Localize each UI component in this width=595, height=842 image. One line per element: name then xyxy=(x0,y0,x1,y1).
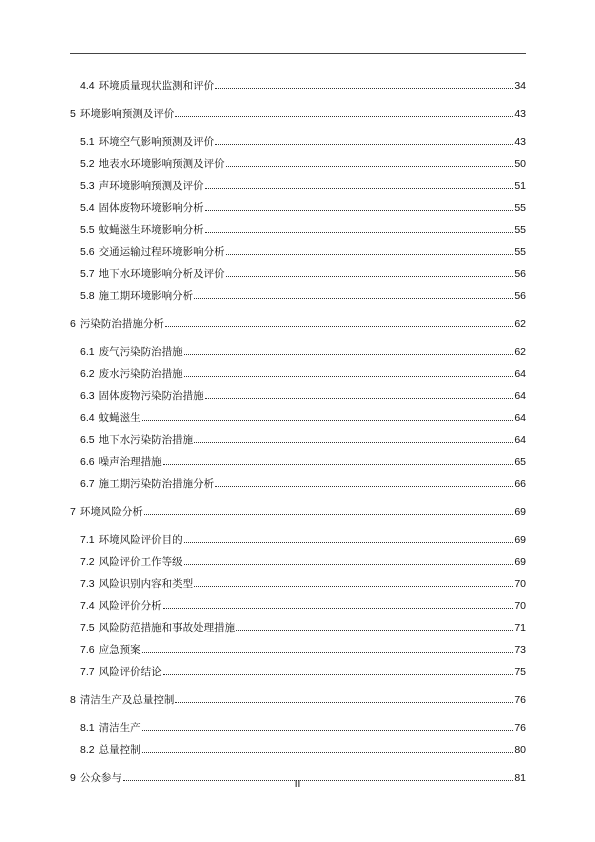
toc-leader-dots xyxy=(144,514,513,515)
toc-entry-title: 环境风险评价目的 xyxy=(98,534,183,546)
toc-entry-number: 7.7 xyxy=(80,666,95,678)
toc-entry-number: 5.7 xyxy=(80,268,95,280)
toc-entry-number: 6.1 xyxy=(80,346,95,358)
toc-entry-label xyxy=(80,136,214,148)
toc-entry-page: 43 xyxy=(514,136,526,148)
toc-entry-label xyxy=(80,478,214,490)
toc-leader-dots xyxy=(215,486,513,487)
toc-entry-label xyxy=(80,224,204,236)
toc-leader-dots xyxy=(142,730,514,731)
toc-entry-label xyxy=(80,246,225,258)
toc-entry-label xyxy=(80,622,235,634)
toc-entry-number: 6.7 xyxy=(80,478,95,490)
toc-entry-label xyxy=(70,318,164,330)
toc-entry-number: 7.1 xyxy=(80,534,95,546)
toc-entry-title: 固体废物环境影响分析 xyxy=(98,202,204,214)
toc-entry-label xyxy=(70,108,174,120)
toc-entry-title: 风险评价分析 xyxy=(98,600,162,612)
toc-leader-dots xyxy=(184,376,514,377)
toc-entry-page: 66 xyxy=(514,478,526,490)
toc-entry-title: 清洁生产及总量控制 xyxy=(79,694,175,706)
toc-leader-dots xyxy=(163,464,514,465)
toc-entry[interactable] xyxy=(70,366,526,380)
toc-entry-label xyxy=(80,80,214,92)
toc-entry[interactable] xyxy=(70,454,526,468)
toc-entry-title: 环境质量现状监测和评价 xyxy=(98,80,215,92)
toc-entry-title: 地下水环境影响分析及评价 xyxy=(98,268,225,280)
toc-entry-page: 62 xyxy=(514,318,526,330)
toc-entry[interactable] xyxy=(70,156,526,170)
toc-entry-page: 55 xyxy=(514,202,526,214)
toc-entry-label xyxy=(80,434,193,446)
toc-entry-title: 风险评价工作等级 xyxy=(98,556,183,568)
toc-entry[interactable] xyxy=(70,222,526,236)
toc-entry-page: 70 xyxy=(514,578,526,590)
toc-entry-label xyxy=(80,346,183,358)
toc-entry-number: 6.5 xyxy=(80,434,95,446)
toc-entry-title: 环境风险分析 xyxy=(79,506,143,518)
toc-entry-page: 56 xyxy=(514,290,526,302)
toc-entry[interactable] xyxy=(70,554,526,568)
toc-entry-title: 公众参与 xyxy=(79,772,122,784)
toc-entry[interactable] xyxy=(70,244,526,258)
toc-leader-dots xyxy=(205,210,514,211)
toc-entry-title: 蚊蝇滋生环境影响分析 xyxy=(98,224,204,236)
toc-entry-page: 56 xyxy=(514,268,526,280)
toc-entry-number: 7.2 xyxy=(80,556,95,568)
toc-entry-page: 64 xyxy=(514,390,526,402)
toc-entry-label xyxy=(80,290,193,302)
toc-entry-label xyxy=(80,202,204,214)
toc-entry-page: 71 xyxy=(514,622,526,634)
toc-entry-page: 43 xyxy=(514,108,526,120)
toc-entry-number: 6.2 xyxy=(80,368,95,380)
toc-entry-label xyxy=(80,180,204,192)
toc-leader-dots xyxy=(142,752,514,753)
toc-entry-page: 73 xyxy=(514,644,526,656)
toc-entry[interactable] xyxy=(70,742,526,756)
toc-entry-page: 76 xyxy=(514,694,526,706)
toc-entry-title: 风险评价结论 xyxy=(98,666,162,678)
toc-entry-number: 7 xyxy=(70,506,76,518)
toc-entry-page: 65 xyxy=(514,456,526,468)
toc-leader-dots xyxy=(163,674,514,675)
toc-entry[interactable] xyxy=(70,266,526,280)
toc-entry[interactable] xyxy=(70,504,526,518)
toc-entry[interactable] xyxy=(70,720,526,734)
toc-entry-page: 51 xyxy=(514,180,526,192)
toc-leader-dots xyxy=(184,354,514,355)
toc-entry-label xyxy=(80,268,225,280)
toc-leader-dots xyxy=(194,586,513,587)
toc-entry-label xyxy=(80,456,162,468)
toc-entry[interactable] xyxy=(70,642,526,656)
toc-leader-dots xyxy=(215,144,513,145)
toc-entry-label xyxy=(80,578,193,590)
toc-entry-title: 应急预案 xyxy=(98,644,141,656)
toc-entry-title: 固体废物污染防治措施 xyxy=(98,390,204,402)
toc-entry[interactable] xyxy=(70,288,526,302)
toc-entry-title: 蚊蝇滋生 xyxy=(98,412,141,424)
toc-entry-title: 声环境影响预测及评价 xyxy=(98,180,204,192)
toc-entry[interactable] xyxy=(70,388,526,402)
toc-entry-number: 8.1 xyxy=(80,722,95,734)
toc-entry-page: 69 xyxy=(514,534,526,546)
toc-entry-label xyxy=(80,644,141,656)
toc-entry-title: 风险识别内容和类型 xyxy=(98,578,194,590)
toc-entry-title: 施工期污染防治措施分析 xyxy=(98,478,215,490)
toc-entry[interactable] xyxy=(70,200,526,214)
toc-entry-label xyxy=(80,666,162,678)
toc-entry[interactable] xyxy=(70,692,526,706)
toc-entry[interactable] xyxy=(70,106,526,120)
toc-entry-number: 5.3 xyxy=(80,180,95,192)
toc-entry-page: 50 xyxy=(514,158,526,170)
toc-entry[interactable] xyxy=(70,432,526,446)
toc-entry[interactable] xyxy=(70,134,526,148)
toc-entry-number: 8.2 xyxy=(80,744,95,756)
toc-entry-page: 62 xyxy=(514,346,526,358)
toc-entry[interactable] xyxy=(70,316,526,330)
toc-entry-title: 废气污染防治措施 xyxy=(98,346,183,358)
toc-leader-dots xyxy=(194,442,513,443)
toc-leader-dots xyxy=(175,702,513,703)
toc-entry-page: 64 xyxy=(514,368,526,380)
toc-entry-title: 地表水环境影响预测及评价 xyxy=(98,158,225,170)
toc-entry[interactable] xyxy=(70,476,526,490)
toc-entry-label xyxy=(80,722,141,734)
toc-entry-label xyxy=(80,534,183,546)
toc-entry-page: 34 xyxy=(514,80,526,92)
toc-entry-number: 5.2 xyxy=(80,158,95,170)
toc-entry-page: 76 xyxy=(514,722,526,734)
toc-entry-number: 5.5 xyxy=(80,224,95,236)
toc-leader-dots xyxy=(184,542,514,543)
toc-leader-dots xyxy=(226,254,514,255)
toc-entry-number: 7.6 xyxy=(80,644,95,656)
toc-entry-number: 6.3 xyxy=(80,390,95,402)
toc-entry-page: 81 xyxy=(514,772,526,784)
toc-entry-title: 废水污染防治措施 xyxy=(98,368,183,380)
toc-entry-number: 5.6 xyxy=(80,246,95,258)
toc-entry-label xyxy=(80,368,183,380)
toc-leader-dots xyxy=(205,188,514,189)
toc-leader-dots xyxy=(236,630,513,631)
toc-entry-number: 5.8 xyxy=(80,290,95,302)
toc-entry[interactable] xyxy=(70,532,526,546)
toc-entry-title: 交通运输过程环境影响分析 xyxy=(98,246,225,258)
toc-entry-title: 噪声治理措施 xyxy=(98,456,162,468)
toc-entry-number: 7.3 xyxy=(80,578,95,590)
toc-entry-title: 风险防范措施和事故处理措施 xyxy=(98,622,236,634)
toc-entry-page: 55 xyxy=(514,246,526,258)
toc-leader-dots xyxy=(142,420,514,421)
toc-leader-dots xyxy=(142,652,514,653)
toc-entry-number: 6.6 xyxy=(80,456,95,468)
toc-entry-number: 7.5 xyxy=(80,622,95,634)
toc-entry-title: 污染防治措施分析 xyxy=(79,318,164,330)
toc-entry-label xyxy=(80,556,183,568)
toc-entry[interactable] xyxy=(70,178,526,192)
toc-entry-page: 69 xyxy=(514,556,526,568)
toc-entry-number: 8 xyxy=(70,694,76,706)
toc-entry-label xyxy=(80,412,141,424)
toc-entry-page: 75 xyxy=(514,666,526,678)
header-rule xyxy=(70,53,526,54)
toc-entry-label xyxy=(80,390,204,402)
page-number: II xyxy=(294,779,301,790)
toc-entry-number: 5.1 xyxy=(80,136,95,148)
toc-entry-number: 5.4 xyxy=(80,202,95,214)
toc-leader-dots xyxy=(194,298,513,299)
toc-leader-dots xyxy=(163,608,514,609)
toc-entry-number: 4.4 xyxy=(80,80,95,92)
toc-leader-dots xyxy=(175,116,513,117)
toc-entry-title: 总量控制 xyxy=(98,744,141,756)
toc-entry-page: 80 xyxy=(514,744,526,756)
toc-entry-title: 地下水污染防治措施 xyxy=(98,434,194,446)
toc-leader-dots xyxy=(205,398,514,399)
toc-entry[interactable] xyxy=(70,664,526,678)
toc-leader-dots xyxy=(205,232,514,233)
toc-entry-title: 施工期环境影响分析 xyxy=(98,290,194,302)
toc-leader-dots xyxy=(215,88,513,89)
toc-entry[interactable] xyxy=(70,576,526,590)
toc-entry-label xyxy=(80,158,225,170)
toc-entry-title: 环境空气影响预测及评价 xyxy=(98,136,215,148)
toc-entry-number: 6.4 xyxy=(80,412,95,424)
toc-leader-dots xyxy=(226,166,514,167)
toc-leader-dots xyxy=(226,276,514,277)
toc-entry[interactable] xyxy=(70,410,526,424)
toc-entry-number: 9 xyxy=(70,772,76,784)
toc-entry-page: 55 xyxy=(514,224,526,236)
toc-entry-page: 70 xyxy=(514,600,526,612)
toc-entry-label xyxy=(70,694,174,706)
toc-entry-label xyxy=(70,506,143,518)
toc-entry-page: 64 xyxy=(514,412,526,424)
toc-entry[interactable] xyxy=(70,344,526,358)
toc-entry-number: 7.4 xyxy=(80,600,95,612)
toc-entry-title: 环境影响预测及评价 xyxy=(79,108,175,120)
toc-entry[interactable] xyxy=(70,620,526,634)
toc-entry-label xyxy=(80,600,162,612)
toc-entry-page: 69 xyxy=(514,506,526,518)
toc-entry-title: 清洁生产 xyxy=(98,722,141,734)
toc-entry-number: 6 xyxy=(70,318,76,330)
toc-entry-number: 5 xyxy=(70,108,76,120)
toc-entry-label xyxy=(80,744,141,756)
toc-entry[interactable] xyxy=(70,598,526,612)
toc-leader-dots xyxy=(165,326,513,327)
toc-leader-dots xyxy=(184,564,514,565)
toc-entry-page: 64 xyxy=(514,434,526,446)
toc-entry[interactable] xyxy=(70,78,526,92)
